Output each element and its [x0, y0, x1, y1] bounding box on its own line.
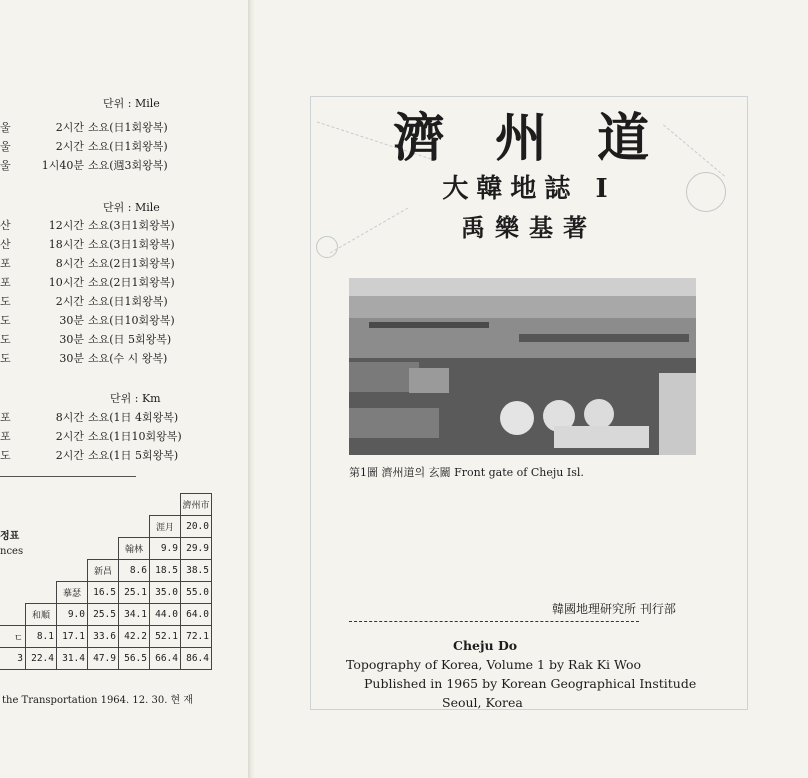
distance-cell: 64.0	[181, 604, 212, 626]
duration-cell: 18시간	[48, 238, 84, 251]
duration-cell: 12시간	[48, 219, 84, 232]
destination-cell: 산	[0, 219, 11, 232]
distance-cell: 9.0	[57, 604, 88, 626]
empty-cell	[0, 538, 26, 560]
town-header-cell: 摹瑟	[57, 582, 88, 604]
distance-cell: 44.0	[150, 604, 181, 626]
distance-cell: 47.9	[88, 648, 119, 670]
distance-cell: 38.5	[181, 560, 212, 582]
schedule-row	[0, 331, 250, 349]
destination-cell: 울	[0, 121, 11, 134]
empty-cell	[88, 494, 119, 516]
empty-cell	[0, 560, 26, 582]
map-circle	[316, 236, 338, 258]
distance-cell: 52.1	[150, 626, 181, 648]
distance-cell: 25.1	[119, 582, 150, 604]
duration-cell: 2시간	[55, 449, 84, 462]
schedule-row	[0, 138, 250, 156]
destination-cell: 울	[0, 140, 11, 153]
empty-cell	[26, 560, 57, 582]
harbor-photo-art	[349, 278, 696, 455]
schedule-row	[0, 409, 250, 427]
empty-cell	[0, 516, 26, 538]
schedule-row	[0, 217, 250, 235]
duration-cell: 2시간	[55, 295, 84, 308]
empty-cell	[26, 582, 57, 604]
english-line-2: Published in 1965 by Korean Geographical Institude	[364, 676, 697, 691]
distance-cell: 31.4	[57, 648, 88, 670]
book-author: 禹樂基著	[461, 213, 597, 242]
empty-cell	[0, 494, 26, 516]
distance-cell: 72.1	[181, 626, 212, 648]
distance-cell: 3	[0, 648, 26, 670]
empty-cell	[57, 538, 88, 560]
duration-cell: 2시간	[55, 140, 84, 153]
distance-cell: 9.9	[150, 538, 181, 560]
duration-cell: 8시간	[55, 411, 84, 424]
frequency-cell: 소요(3日1회왕복)	[88, 219, 175, 232]
distance-cell: 34.1	[119, 604, 150, 626]
empty-cell	[26, 516, 57, 538]
frequency-cell: 소요(日1회왕복)	[88, 140, 168, 153]
town-header-cell: 濟州市	[181, 494, 212, 516]
empty-cell	[57, 560, 88, 582]
schedule-row	[0, 312, 250, 330]
destination-cell: 포	[0, 430, 11, 443]
empty-cell	[57, 494, 88, 516]
distance-cell: 55.0	[181, 582, 212, 604]
schedule-row	[0, 255, 250, 273]
unit-label-c: 단위 : Km	[110, 392, 161, 405]
frequency-cell: 소요(日1회왕복)	[88, 121, 168, 134]
english-line-3: Seoul, Korea	[442, 695, 523, 710]
distance-cell: 86.4	[181, 648, 212, 670]
distance-row	[0, 494, 212, 516]
duration-cell: 30분	[59, 314, 84, 327]
distance-cell: 56.5	[119, 648, 150, 670]
empty-cell	[0, 604, 26, 626]
schedule-row	[0, 350, 250, 368]
destination-cell: 포	[0, 411, 11, 424]
publisher: 韓國地理研究所 刊行部	[552, 602, 676, 616]
distance-cell: 22.4	[26, 648, 57, 670]
distance-row	[0, 538, 212, 560]
town-header-cell: 翰林	[119, 538, 150, 560]
frequency-cell: 소요(週3회왕복)	[88, 159, 168, 172]
duration-cell: 1시40분	[41, 159, 84, 172]
book-subtitle: 大韓地誌 I	[442, 174, 616, 204]
empty-cell	[119, 516, 150, 538]
duration-cell: 30분	[59, 333, 84, 346]
side-label-1: 정표	[0, 531, 20, 542]
frequency-cell: 소요(日1회왕복)	[88, 295, 168, 308]
distance-row	[0, 582, 212, 604]
distance-cell: 29.9	[181, 538, 212, 560]
harbor-photo	[349, 278, 696, 455]
distance-row	[0, 560, 212, 582]
distance-cell: 33.6	[88, 626, 119, 648]
duration-cell: 2시간	[55, 430, 84, 443]
destination-cell: 도	[0, 314, 11, 327]
duration-cell: 10시간	[48, 276, 84, 289]
distance-table	[0, 493, 212, 670]
frequency-cell: 소요(3日1회왕복)	[88, 238, 175, 251]
destination-cell: 도	[0, 295, 11, 308]
frequency-cell: 소요(日 5회왕복)	[88, 333, 172, 346]
schedule-row	[0, 447, 250, 465]
footnote: the Transportation 1964. 12. 30. 현 재	[2, 695, 194, 706]
distance-cell: 8.6	[119, 560, 150, 582]
unit-label-b: 단위 : Mile	[103, 201, 160, 214]
destination-cell: 산	[0, 238, 11, 251]
frequency-cell: 소요(日10회왕복)	[88, 314, 175, 327]
destination-cell: 포	[0, 257, 11, 270]
town-header-cell: 和順	[26, 604, 57, 626]
empty-cell	[26, 494, 57, 516]
frequency-cell: 소요(1日10회왕복)	[88, 430, 182, 443]
distance-cell: ㄷ	[0, 626, 26, 648]
duration-cell: 8시간	[55, 257, 84, 270]
frequency-cell: 소요(1日 4회왕복)	[88, 411, 179, 424]
destination-cell: 울	[0, 159, 11, 172]
town-header-cell: 涯月	[150, 516, 181, 538]
empty-cell	[0, 582, 26, 604]
distance-row	[0, 604, 212, 626]
english-line-1: Topography of Korea, Volume 1 by Rak Ki Woo	[346, 657, 642, 672]
schedule-row	[0, 236, 250, 254]
schedule-row	[0, 293, 250, 311]
book-title: 濟 州 道	[392, 108, 666, 169]
side-label-2: nces	[0, 546, 24, 557]
divider	[0, 476, 136, 477]
distance-cell: 35.0	[150, 582, 181, 604]
photo-caption: 第1圖 濟州道의 玄關 Front gate of Cheju Isl.	[349, 466, 584, 479]
unit-label-a: 단위 : Mile	[103, 97, 160, 110]
duration-cell: 30분	[59, 352, 84, 365]
distance-cell: 18.5	[150, 560, 181, 582]
empty-cell	[26, 538, 57, 560]
frequency-cell: 소요(2日1회왕복)	[88, 257, 175, 270]
empty-cell	[150, 494, 181, 516]
town-header-cell: 新昌	[88, 560, 119, 582]
empty-cell	[119, 494, 150, 516]
destination-cell: 도	[0, 449, 11, 462]
distance-cell: 42.2	[119, 626, 150, 648]
destination-cell: 포	[0, 276, 11, 289]
distance-row	[0, 648, 212, 670]
distance-cell: 17.1	[57, 626, 88, 648]
distance-row	[0, 516, 212, 538]
divider-rule	[349, 621, 639, 622]
destination-cell: 도	[0, 333, 11, 346]
left-page	[0, 0, 250, 778]
schedule-row	[0, 274, 250, 292]
frequency-cell: 소요(2日1회왕복)	[88, 276, 175, 289]
schedule-row	[0, 157, 250, 175]
schedule-row	[0, 119, 250, 137]
distance-cell: 16.5	[88, 582, 119, 604]
distance-cell: 25.5	[88, 604, 119, 626]
destination-cell: 도	[0, 352, 11, 365]
right-page	[254, 0, 808, 778]
english-title: Cheju Do	[453, 638, 518, 653]
distance-row	[0, 626, 212, 648]
distance-cell: 20.0	[181, 516, 212, 538]
empty-cell	[57, 516, 88, 538]
compass-circle	[686, 172, 726, 212]
duration-cell: 2시간	[55, 121, 84, 134]
frequency-cell: 소요(수 시 왕복)	[88, 352, 168, 365]
distance-cell: 66.4	[150, 648, 181, 670]
distance-cell: 8.1	[26, 626, 57, 648]
frequency-cell: 소요(1日 5회왕복)	[88, 449, 179, 462]
empty-cell	[88, 516, 119, 538]
empty-cell	[88, 538, 119, 560]
schedule-row	[0, 428, 250, 446]
